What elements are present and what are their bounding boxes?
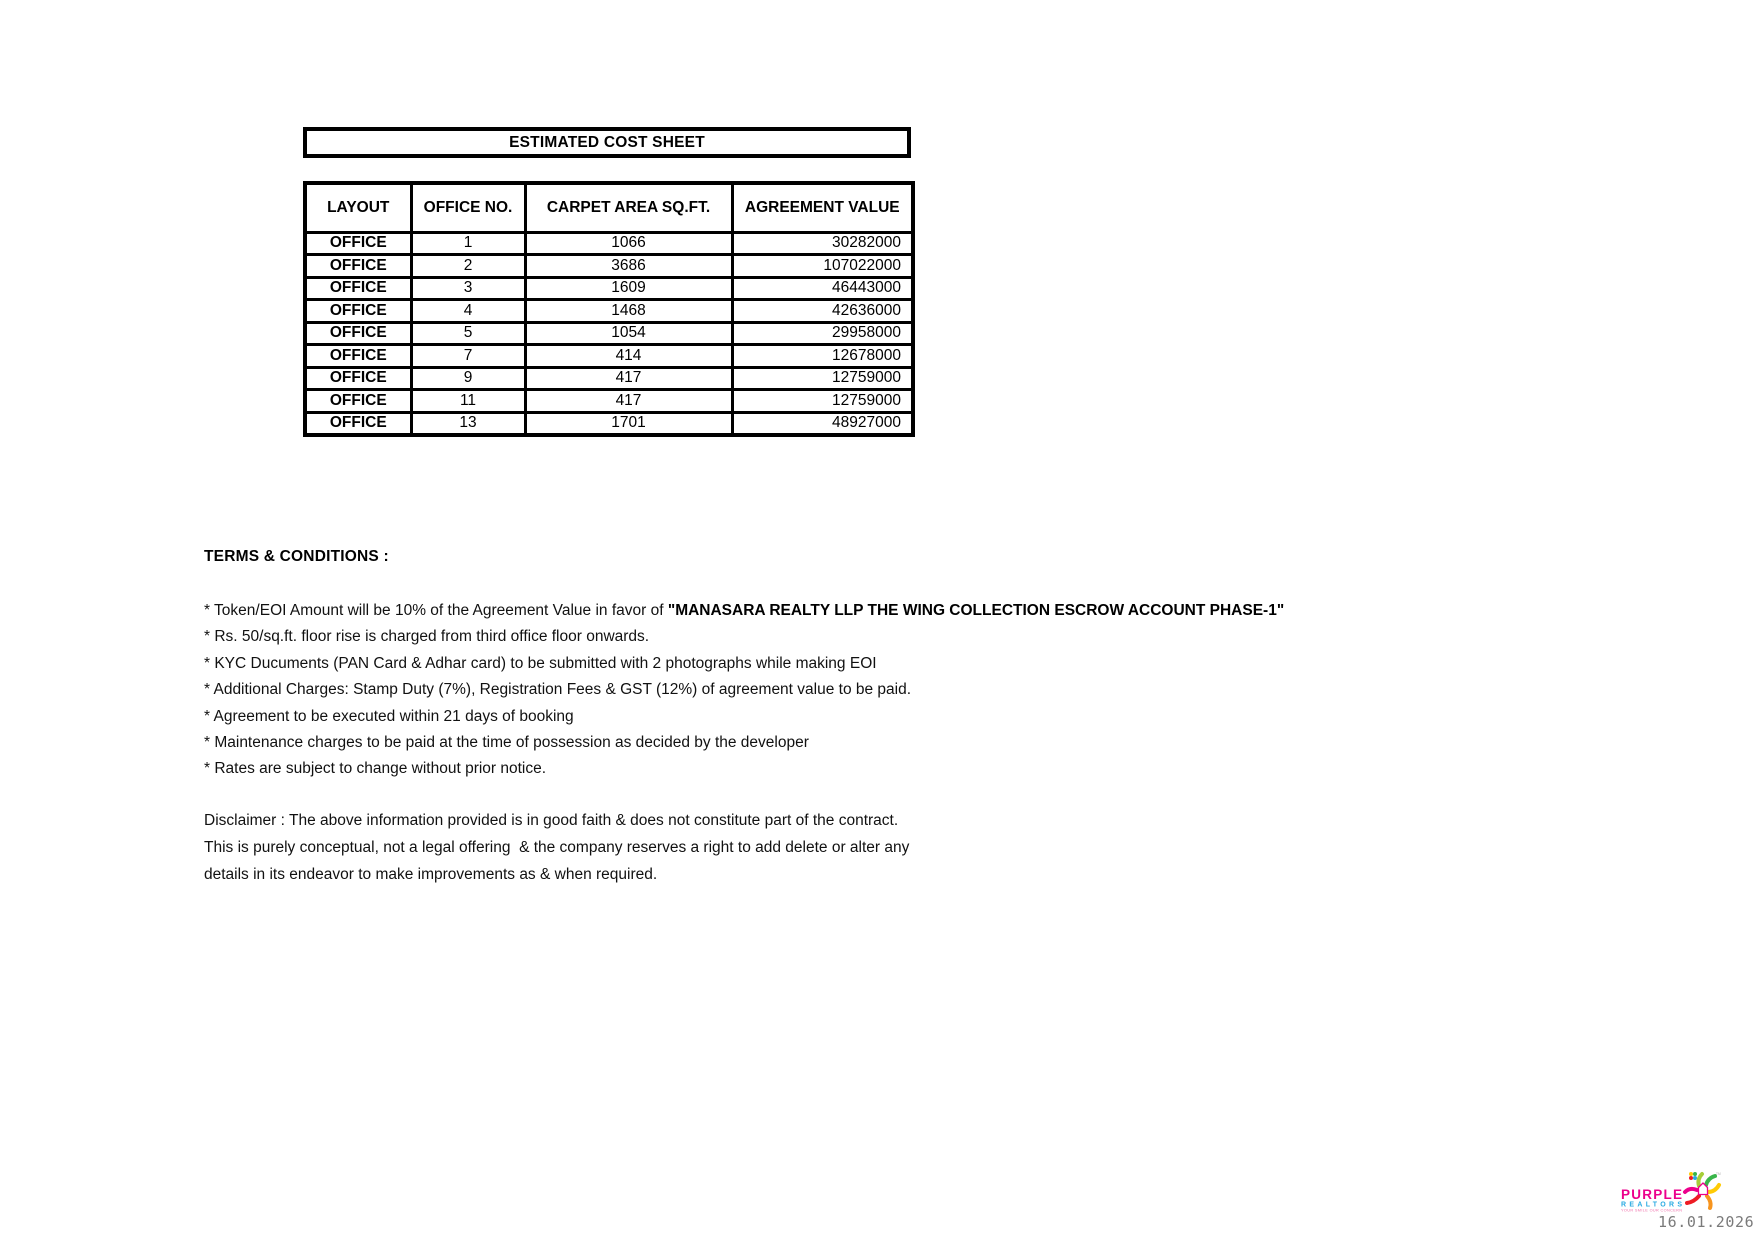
- table-row: [305, 367, 913, 390]
- terms-bullets-rest: [204, 624, 1284, 782]
- cell-layout: OFFICE: [305, 367, 411, 390]
- table-row: [305, 390, 913, 413]
- cell-carpet-area: 1609: [525, 277, 732, 300]
- disclaimer-line: Disclaimer : The above information provided is in good faith & does not constitute part of the contract.: [204, 812, 899, 829]
- table-row: [305, 322, 913, 345]
- cell-carpet-area: 1066: [525, 232, 732, 255]
- date-stamp: 16.01.2026: [1658, 1213, 1754, 1231]
- disclaimer-line: This is purely conceptual, not a legal offering & the company reserves a right to add delete or alter any: [204, 839, 910, 856]
- logo-star-icon: [1685, 1172, 1721, 1208]
- cell-office-no: 5: [411, 322, 525, 345]
- header-agreement-value: AGREEMENT VALUE: [732, 183, 913, 232]
- terms-heading: TERMS & CONDITIONS :: [204, 548, 389, 565]
- cell-office-no: 9: [411, 367, 525, 390]
- cost-table: [303, 181, 915, 437]
- header-row: [305, 183, 913, 232]
- cell-agreement-value: 12678000: [732, 345, 913, 368]
- cell-carpet-area: 1054: [525, 322, 732, 345]
- cell-office-no: 2: [411, 255, 525, 278]
- cell-agreement-value: 42636000: [732, 300, 913, 323]
- cell-agreement-value: 30282000: [732, 232, 913, 255]
- cell-office-no: 13: [411, 412, 525, 435]
- cell-layout: OFFICE: [305, 412, 411, 435]
- cell-carpet-area: 417: [525, 367, 732, 390]
- table-row: [305, 232, 913, 255]
- cell-office-no: 3: [411, 277, 525, 300]
- header-carpet-area: CARPET AREA SQ.FT.: [525, 183, 732, 232]
- logo-brand-purple: PURPLE: [1621, 1187, 1682, 1202]
- cell-layout: OFFICE: [305, 232, 411, 255]
- terms-bullet: * Additional Charges: Stamp Duty (7%), Registration Fees & GST (12%) of agreement value to be paid.: [204, 681, 912, 699]
- cost-sheet-title: [303, 127, 911, 158]
- terms-bullet-token: [204, 598, 1284, 624]
- table-row: [305, 412, 913, 435]
- cell-carpet-area: 1468: [525, 300, 732, 323]
- cell-agreement-value: 12759000: [732, 367, 913, 390]
- cell-carpet-area: 3686: [525, 255, 732, 278]
- cell-carpet-area: 417: [525, 390, 732, 413]
- logo-tagline: YOUR SMILE OUR CONCERN: [1621, 1208, 1682, 1213]
- terms-bullet: * Maintenance charges to be paid at the time of possession as decided by the developer: [204, 734, 809, 752]
- table-row: [305, 277, 913, 300]
- cell-office-no: 11: [411, 390, 525, 413]
- terms-bullet-list: [204, 598, 1284, 783]
- cost-sheet-title-text: ESTIMATED COST SHEET: [509, 133, 705, 151]
- cell-layout: OFFICE: [305, 277, 411, 300]
- cost-table-body: [305, 232, 913, 435]
- table-row: [305, 300, 913, 323]
- table-row: [305, 255, 913, 278]
- cell-layout: OFFICE: [305, 255, 411, 278]
- cell-layout: OFFICE: [305, 300, 411, 323]
- cell-agreement-value: 29958000: [732, 322, 913, 345]
- purple-realtors-logo: [1621, 1170, 1726, 1216]
- table-row: [305, 345, 913, 368]
- cell-agreement-value: 12759000: [732, 390, 913, 413]
- cell-layout: OFFICE: [305, 390, 411, 413]
- cell-layout: OFFICE: [305, 322, 411, 345]
- cell-office-no: 7: [411, 345, 525, 368]
- terms-bullet: * Agreement to be executed within 21 days of booking: [204, 707, 574, 725]
- cell-layout: OFFICE: [305, 345, 411, 368]
- cell-agreement-value: 46443000: [732, 277, 913, 300]
- cell-office-no: 4: [411, 300, 525, 323]
- logo-brand-realtors: REALTORS: [1621, 1201, 1682, 1209]
- terms-bullet-token-account: "MANASARA REALTY LLP THE WING COLLECTION ESCROW ACCOUNT PHASE-1": [667, 602, 1285, 619]
- terms-bullet-token-prefix: * Token/EOI Amount will be 10% of the Agreement Value in favor of: [204, 602, 668, 619]
- header-office-no: OFFICE NO.: [411, 183, 525, 232]
- header-layout: LAYOUT: [305, 183, 411, 232]
- cost-table-header: [305, 183, 913, 232]
- disclaimer: [204, 807, 909, 888]
- terms-bullet: * Rates are subject to change without prior notice.: [204, 760, 547, 778]
- cell-agreement-value: 107022000: [732, 255, 913, 278]
- cell-office-no: 1: [411, 232, 525, 255]
- cell-carpet-area: 414: [525, 345, 732, 368]
- terms-bullet: * Rs. 50/sq.ft. floor rise is charged from third office floor onwards.: [204, 628, 650, 646]
- disclaimer-line: details in its endeavor to make improvements as & when required.: [204, 866, 658, 883]
- cell-agreement-value: 48927000: [732, 412, 913, 435]
- cell-carpet-area: 1701: [525, 412, 732, 435]
- logo-trademark: TM: [1716, 1172, 1721, 1176]
- terms-bullet: * KYC Ducuments (PAN Card & Adhar card) to be submitted with 2 photographs while making EOI: [204, 654, 877, 672]
